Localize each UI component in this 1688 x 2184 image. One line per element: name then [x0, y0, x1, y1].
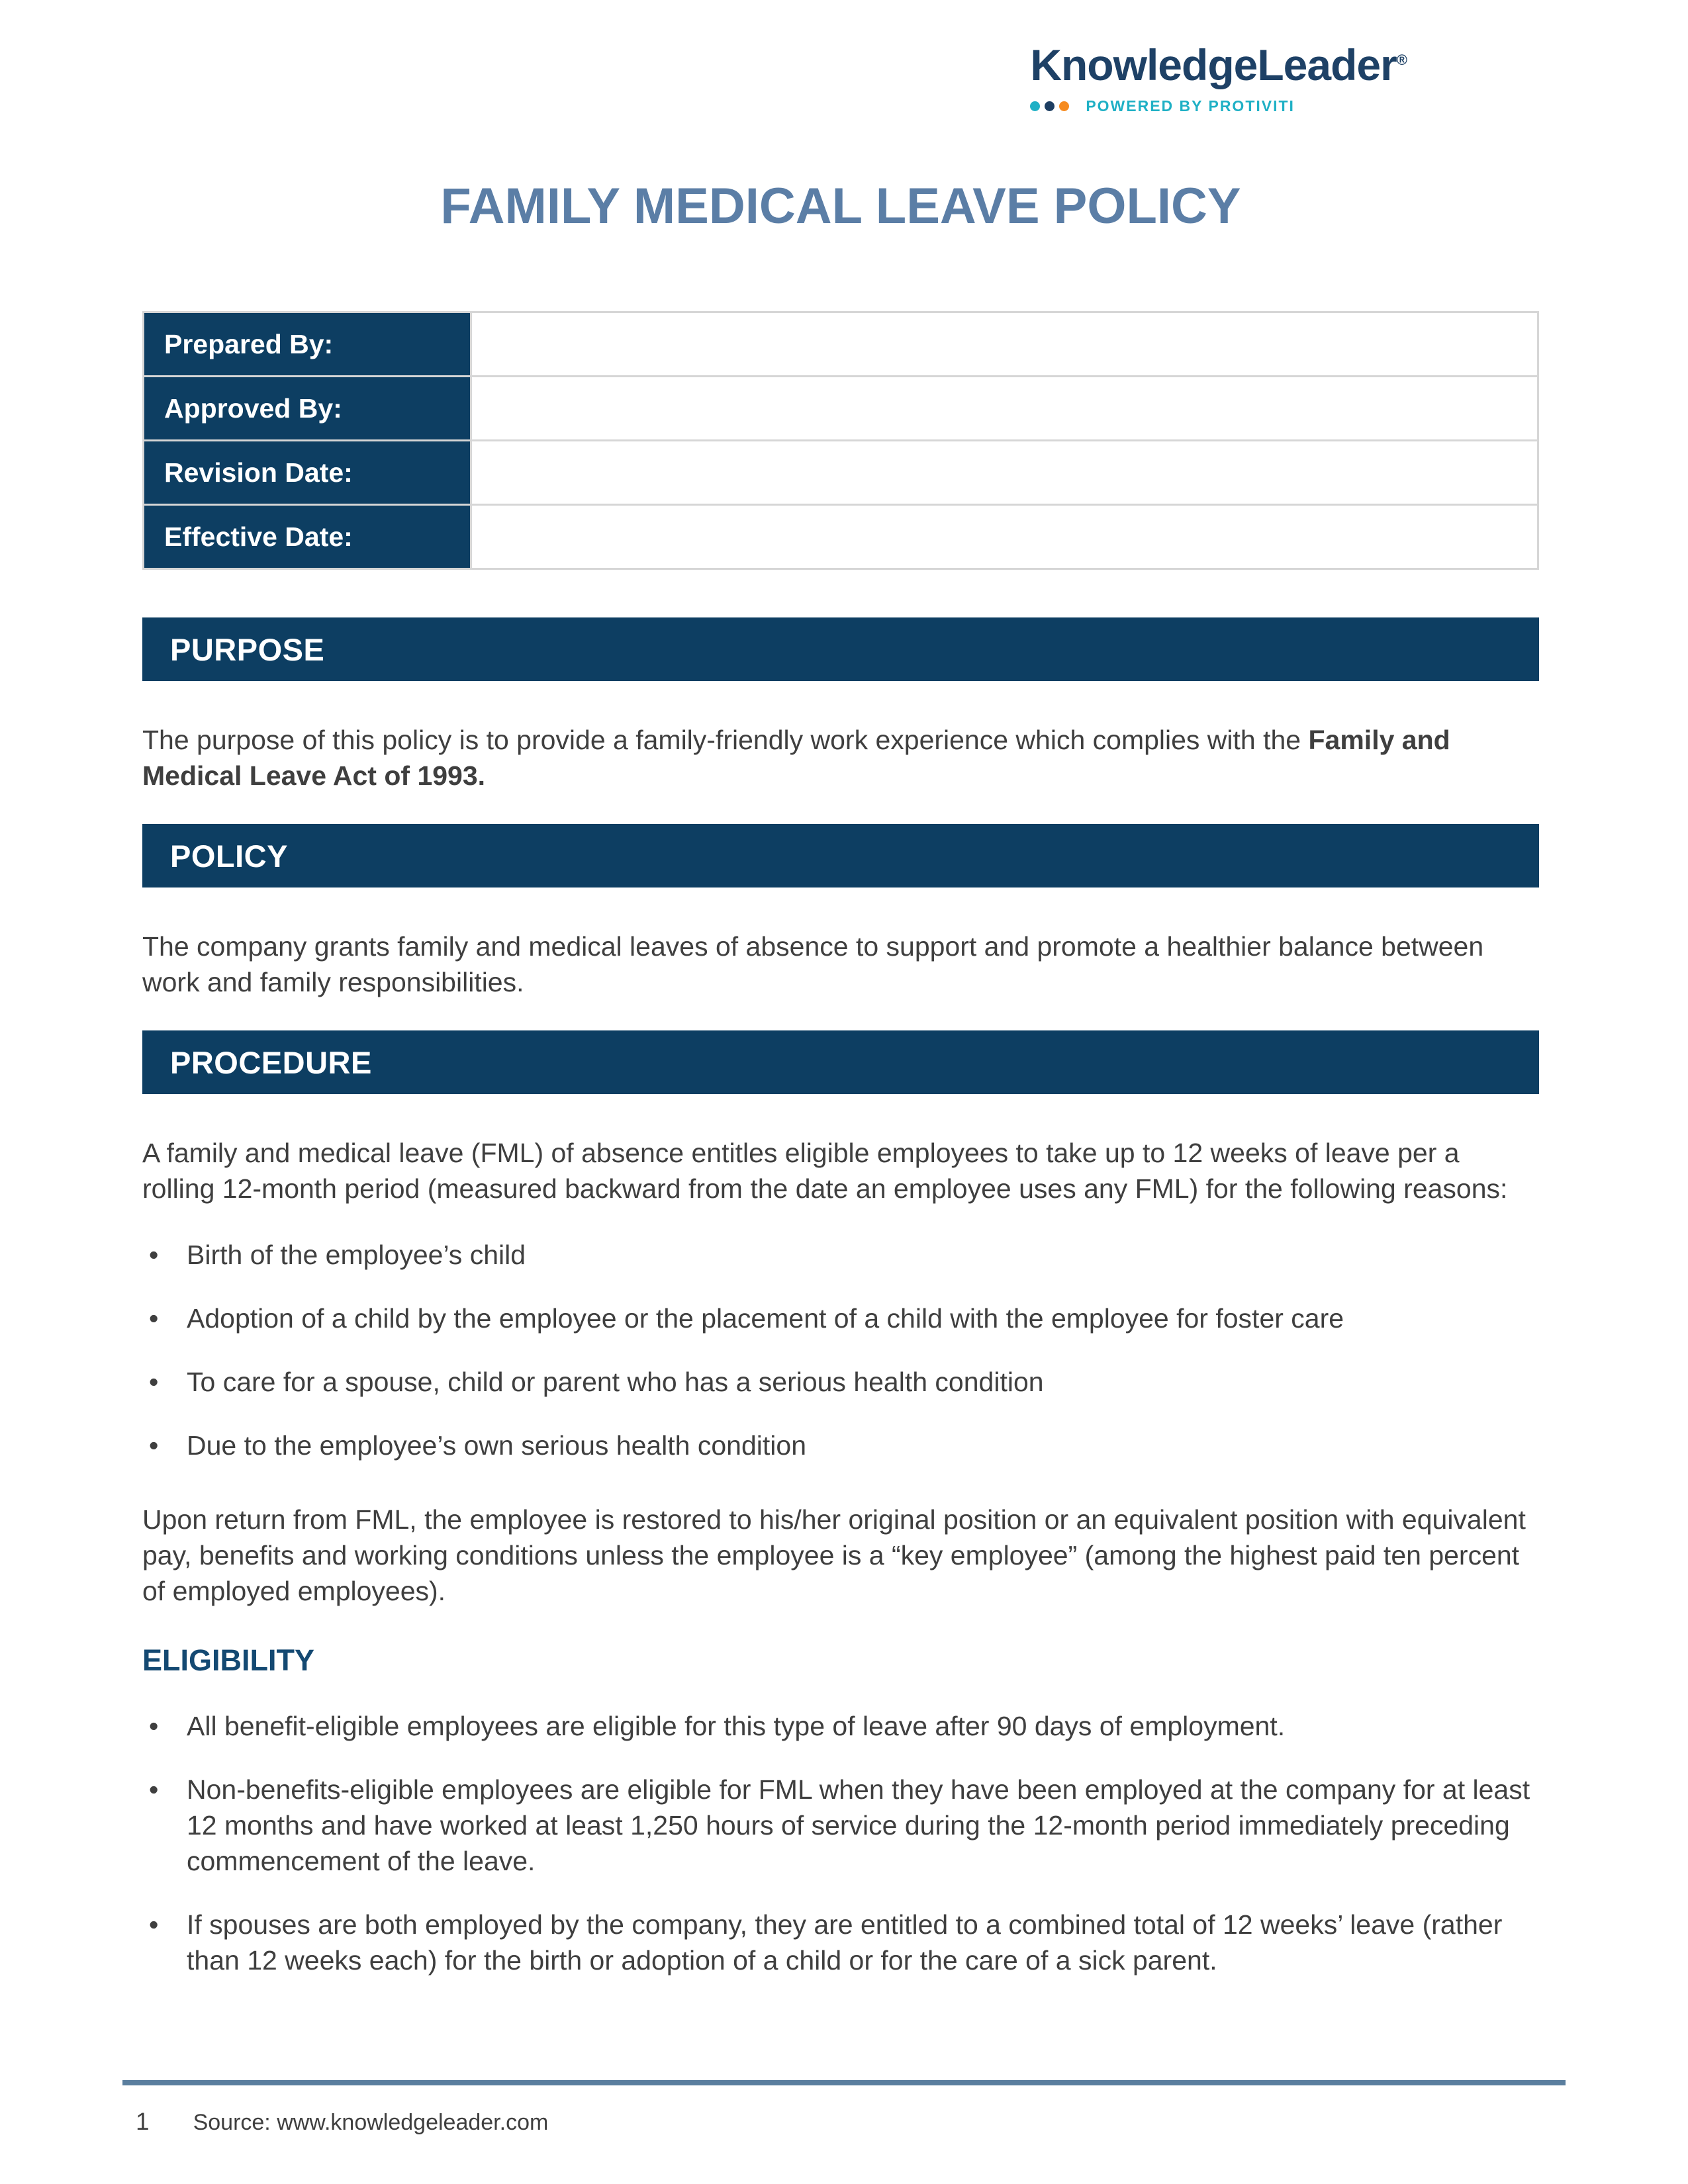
list-item: • All benefit-eligible employees are eligible for this type of leave after 90 days of employment. [142, 1708, 1539, 1744]
table-row [144, 441, 1538, 505]
info-label-approved-by: Approved By: [144, 377, 471, 441]
list-item: • Birth of the employee’s child [142, 1237, 1539, 1273]
procedure-intro-paragraph: A family and medical leave (FML) of absence entitles eligible employees to take up to 12 weeks of leave per a rolling 12-month period (measured backward from the date an employee uses any FML) for the following reasons: [142, 1138, 1508, 1205]
logo-tagline-row [1030, 97, 1295, 115]
procedure-return-paragraph: Upon return from FML, the employee is restored to his/her original position or an equivalent position with equivalent pay, benefits and working conditions unless the employee is a “key employee” (among the highest paid ten percent of employed employees). [142, 1504, 1526, 1607]
table-row [144, 312, 1538, 377]
policy-paragraph: The company grants family and medical leaves of absence to support and promote a healthier balance between work and family responsibilities. [142, 931, 1484, 998]
purpose-text-bold: Family and Medical Leave Act of 1993. [142, 725, 1450, 792]
document-info-table [142, 311, 1539, 570]
section-header-procedure [142, 1030, 1539, 1094]
info-label-revision-date: Revision Date: [144, 441, 471, 505]
list-item: • If spouses are both employed by the company, they are entitled to a combined total of 12 weeks’ leave (rather than 12 weeks each) for the birth or adoption of a child or for the care of a sick parent. [142, 1907, 1539, 1978]
section-header-procedure-label: PROCEDURE [170, 1044, 372, 1080]
eligibility-bullet-list [142, 1708, 1539, 1978]
list-item: • To care for a spouse, child or parent who has a serious health condition [142, 1364, 1539, 1400]
list-item: • Adoption of a child by the employee or the placement of a child with the employee for foster care [142, 1300, 1539, 1336]
section-header-purpose [142, 617, 1539, 681]
logo-dot-teal-icon [1030, 101, 1040, 111]
section-header-purpose-label: PURPOSE [170, 631, 325, 667]
page-number: 1 [136, 2108, 150, 2135]
list-item: • Due to the employee’s own serious health condition [142, 1428, 1539, 1463]
footer-divider [122, 2080, 1566, 2085]
page-footer [122, 2080, 1566, 2136]
purpose-text: The purpose of this policy is to provide a family-friendly work experience which complies with the [142, 725, 1309, 756]
logo-dot-navy-icon [1045, 101, 1055, 111]
purpose-paragraph [142, 722, 1539, 794]
info-value-effective-date [471, 505, 1538, 569]
table-row [144, 505, 1538, 569]
section-header-policy-label: POLICY [170, 838, 288, 874]
table-row [144, 377, 1538, 441]
list-item: • Non-benefits-eligible employees are eligible for FML when they have been employed at the company for at least 12 months and have worked at least 1,250 hours of service during the 12-month period immediately preceding commencement of the leave. [142, 1772, 1539, 1879]
logo-wordmark-text: KnowledgeLeader [1030, 40, 1397, 89]
info-value-prepared-by [471, 312, 1538, 377]
footer-text-row [122, 2108, 1566, 2136]
section-header-policy [142, 824, 1539, 887]
page-title: FAMILY MEDICAL LEAVE POLICY [440, 178, 1241, 235]
info-label-prepared-by: Prepared By: [144, 312, 471, 377]
logo-wordmark [1030, 42, 1407, 88]
logo-dot-orange-icon [1059, 101, 1069, 111]
source-text: Source: www.knowledgeleader.com [193, 2110, 549, 2135]
registered-trademark-icon: ® [1396, 52, 1407, 68]
info-value-approved-by [471, 377, 1538, 441]
logo-tagline: POWERED BY PROTIVITI [1086, 97, 1295, 115]
eligibility-heading: ELIGIBILITY [142, 1643, 315, 1678]
info-label-effective-date: Effective Date: [144, 505, 471, 569]
knowledgeleader-logo [1030, 42, 1407, 115]
info-value-revision-date [471, 441, 1538, 505]
procedure-bullet-list [142, 1237, 1539, 1463]
